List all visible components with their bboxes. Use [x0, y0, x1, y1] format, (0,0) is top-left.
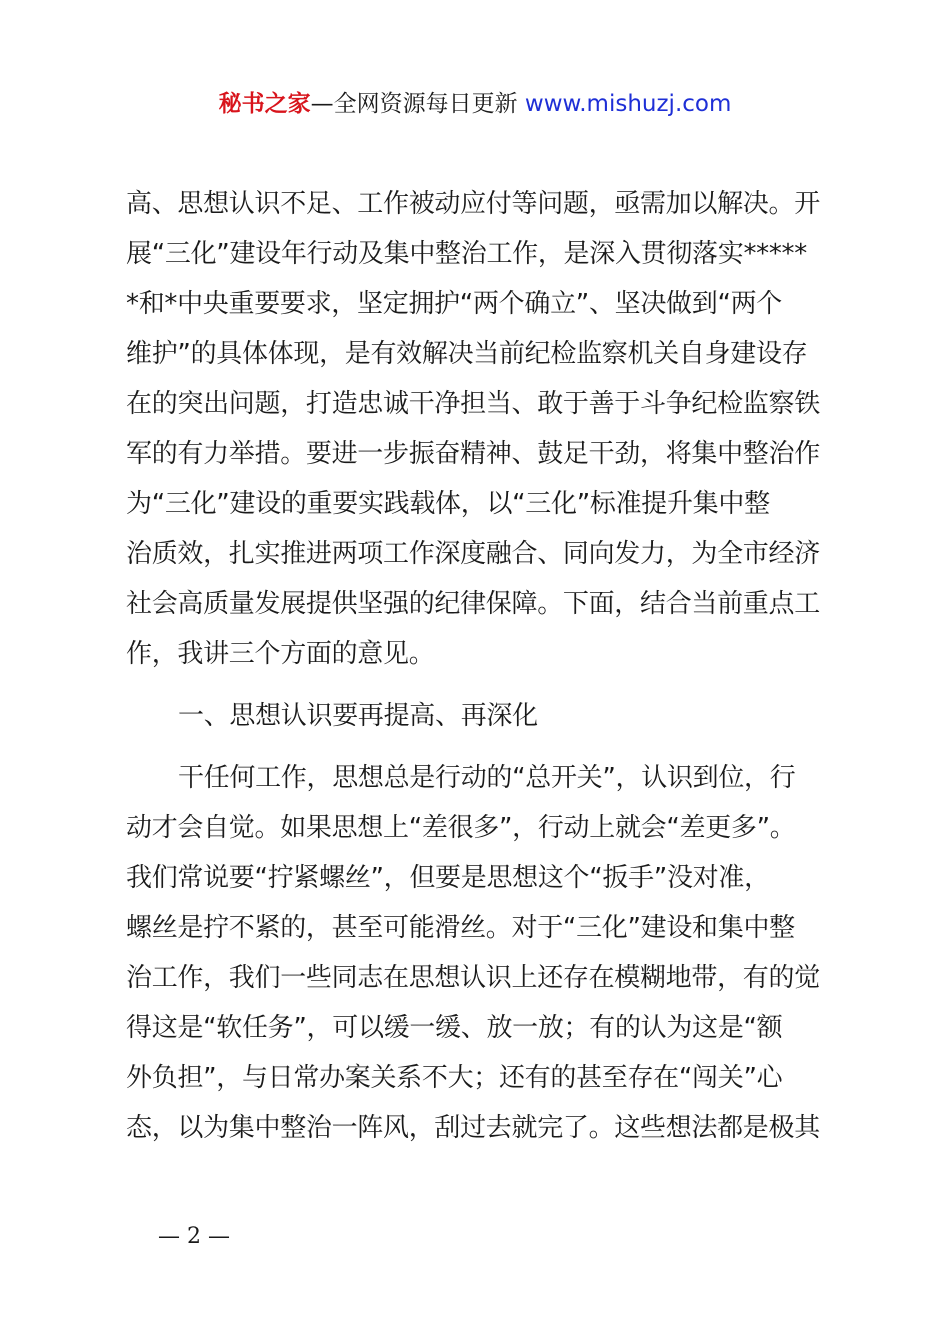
paragraph-line: *和*中央重要要求，坚定拥护“两个确立”、坚决做到“两个: [126, 289, 783, 319]
site-url-link[interactable]: www.mishuzj.com: [524, 91, 732, 117]
paragraph-line: 动才会自觉。如果思想上“差很多”，行动上就会“差更多”。: [126, 813, 796, 843]
paragraph-line: 外负担”，与日常办案关系不大；还有的甚至存在“闯关”心: [126, 1063, 783, 1093]
paragraph-line: 在的突出问题，打造忠诚干净担当、敢于善于斗争纪检监察铁: [126, 389, 820, 419]
paragraph-line: 展“三化”建设年行动及集中整治工作，是深入贯彻落实*****: [126, 239, 807, 269]
paragraph-line: 军的有力举措。要进一步振奋精神、鼓足干劲，将集中整治作: [126, 439, 820, 469]
paragraph-line: 高、思想认识不足、工作被动应付等问题，亟需加以解决。开: [126, 189, 820, 219]
paragraph-line: 干任何工作，思想总是行动的“总开关”，认识到位，行: [178, 763, 796, 793]
paragraph-line: 维护”的具体体现，是有效解决当前纪检监察机关自身建设存: [126, 339, 808, 369]
paragraph-line: 治工作，我们一些同志在思想认识上还存在模糊地带，有的觉: [126, 963, 820, 993]
paragraph-line: 得这是“软任务”，可以缓一缓、放一放；有的认为这是“额: [126, 1013, 783, 1043]
paragraph-line: 社会高质量发展提供坚强的纪律保障。下面，结合当前重点工: [126, 589, 820, 619]
brand-name: 秘书之家: [218, 91, 311, 117]
page-number: — 2 —: [158, 1224, 230, 1249]
header-tagline: —全网资源每日更新: [310, 91, 525, 117]
paragraph-line: 作，我讲三个方面的意见。: [126, 639, 435, 669]
paragraph-line: 为“三化”建设的重要实践载体，以“三化”标准提升集中整: [126, 489, 770, 519]
paragraph-line: 治质效，扎实推进两项工作深度融合、同向发力，为全市经济: [126, 539, 820, 569]
paragraph-line: 我们常说要“拧紧螺丝”，但要是思想这个“扳手”没对准，: [126, 863, 770, 893]
paragraph-line: 态，以为集中整治一阵风，刮过去就完了。这些想法都是极其: [126, 1113, 820, 1143]
paragraph-line: 螺丝是拧不紧的，甚至可能滑丝。对于“三化”建设和集中整: [126, 913, 795, 943]
section-heading: 一、思想认识要再提高、再深化: [178, 701, 538, 731]
site-header: [0, 86, 950, 122]
